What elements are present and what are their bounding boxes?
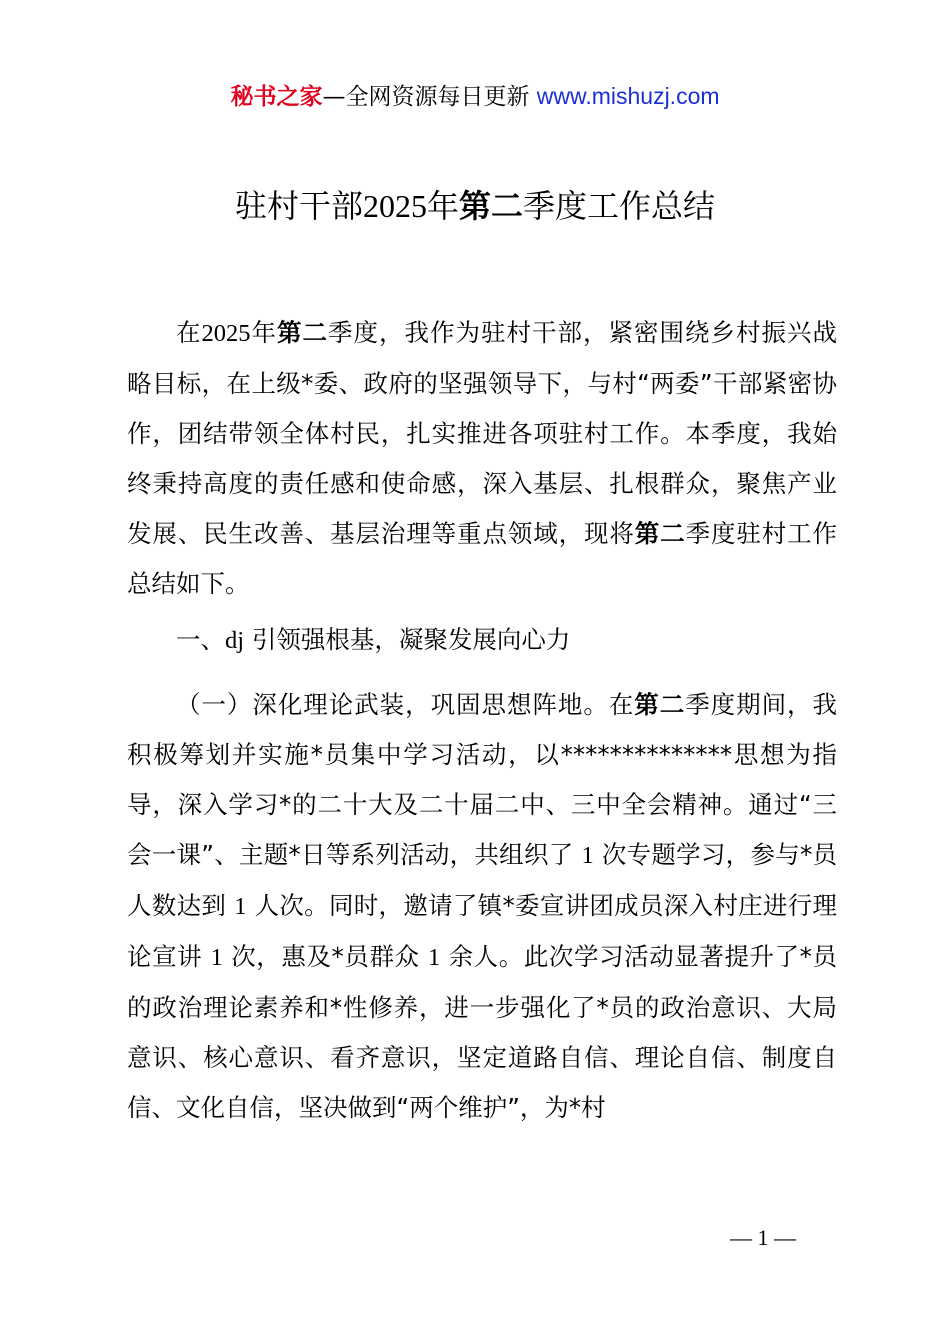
title-text-part1: 驻村干部 (234, 187, 363, 225)
intro-text-4: 季度驻村工作总结如下。 (127, 519, 838, 598)
intro-text-3: 季度，我作为驻村干部，紧密围绕乡村振兴战略目标，在上级*委、政府的坚强领导下，与村“两委”干部紧密协作，团结带领全体村民，扎实推进各项驻村工作。本季度，我始终秉持高度的责任感和使命感，深入基层、扎根群众，聚焦产业发展、民生改善、基层治理等重点领域，现将 (127, 318, 837, 548)
intro-paragraph-block (127, 308, 837, 609)
sub-text-5: 次，惠及*员群众 (231, 942, 420, 971)
intro-text-2: 年 (250, 318, 277, 347)
intro-bold-1: 第二 (277, 318, 328, 347)
title-text-part3: 季度工作总结 (523, 187, 716, 225)
heading-text: 引领强根基，凝聚发展向心力 (251, 625, 571, 654)
intro-bold-2: 第二 (634, 519, 686, 548)
heading-latin: dj (225, 627, 245, 654)
intro-paragraph (127, 308, 837, 609)
brand-name: 秘书之家 (230, 84, 323, 110)
section-heading-1 (127, 615, 837, 666)
sub-number-1: 1 (581, 842, 594, 869)
intro-year: 2025 (201, 320, 251, 347)
sub-number-2: 1 (234, 893, 247, 920)
document-title (0, 182, 950, 230)
intro-text-1: 在 (176, 318, 202, 347)
sub-number-4: 1 (427, 944, 441, 971)
sub-text-3: 次专题学习，参与*员人数达到 (127, 840, 837, 920)
sub-text-6: 余人。此次学习活动显著提升了*员的政治理论素养和*性修养，进一步强化了*员的政治意识、大局意识、核心意识、看齐意识，坚定道路自信、理论自信、制度自信、文化自信，坚决做到“两个维护”，为*村 (127, 942, 838, 1122)
title-year: 2025 (362, 188, 427, 224)
title-bold-quarter: 第二 (459, 187, 524, 225)
heading-prefix: 一、 (176, 625, 225, 654)
site-header-banner (0, 80, 950, 113)
sub-number-3: 1 (210, 944, 223, 971)
header-url-link[interactable]: www.mishuzj.com (536, 83, 720, 109)
subsection-paragraph (127, 680, 837, 1133)
sub-text-2: 季度期间，我积极筹划并实施*员集中学习活动，以**************思想为指导，深入学习*的二十大及二十届二中、三中全会精神。通过“三会一课”、主题*日等系列活动，共组织了 (127, 690, 838, 869)
header-slogan: —全网资源每日更新 (322, 84, 530, 110)
section-heading-block (127, 615, 837, 666)
page-number: — 1 — (730, 1225, 796, 1250)
sub-bold-1: 第二 (634, 690, 686, 719)
subsection-paragraph-block (127, 680, 837, 1133)
sub-text-1: （一）深化理论武装，巩固思想阵地。在 (176, 690, 635, 719)
sub-text-4: 人次。同时，邀请了镇*委宣讲团成员深入村庄进行理论宣讲 (127, 891, 837, 971)
title-text-part2: 年 (426, 187, 459, 225)
